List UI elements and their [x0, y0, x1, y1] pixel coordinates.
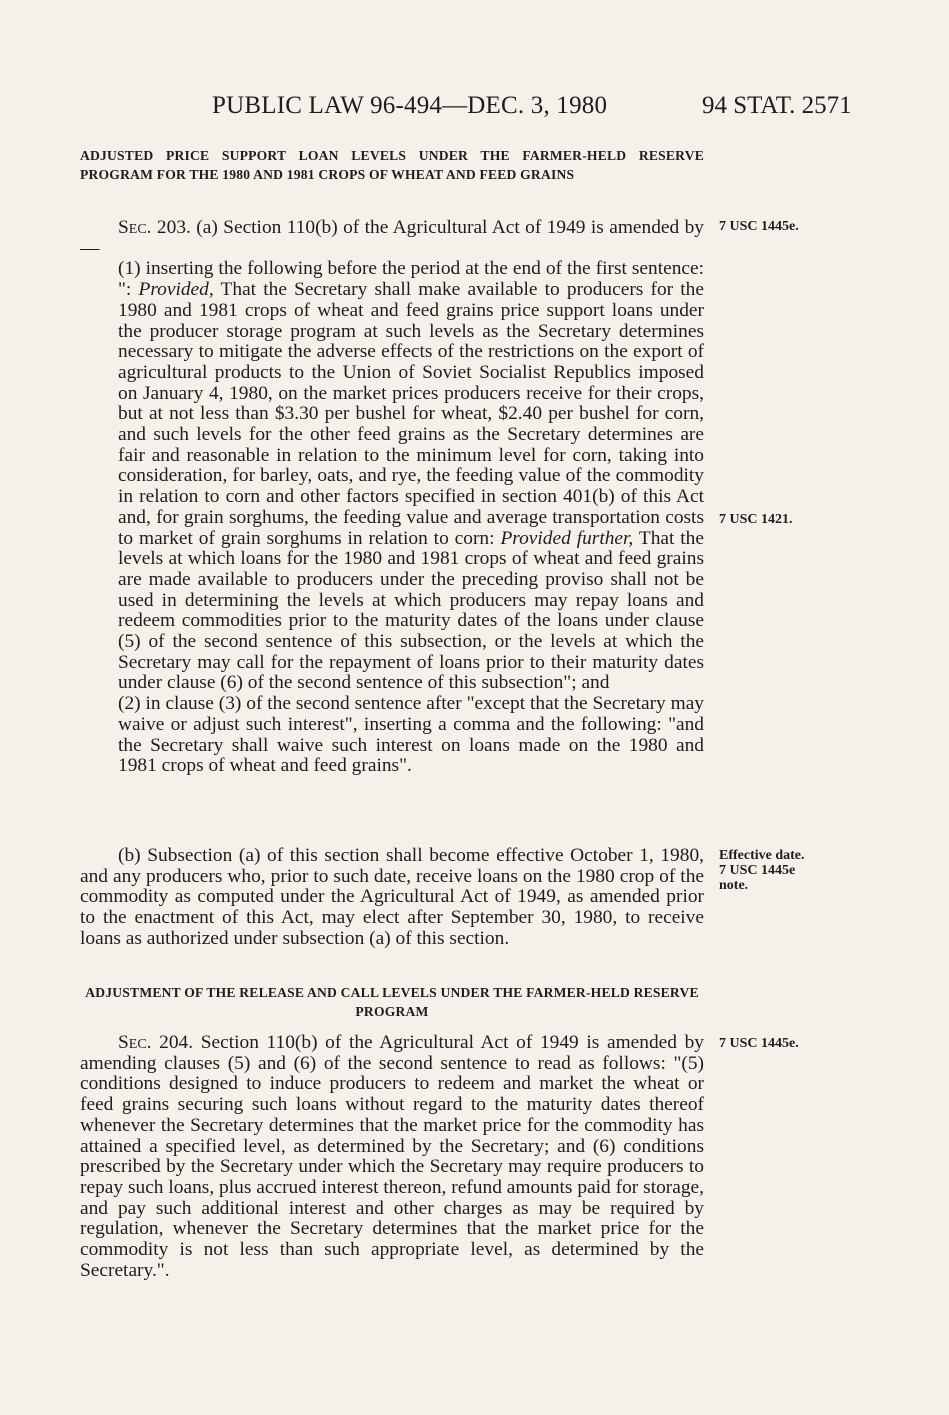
subsection-b-text: (b) Subsection (a) of this section shall become effective October 1, 1980, and any producers who, prior to such date, receive loans on the 1980 crop of the commodity as computed under the Agricultural Act of 1949, as amended prior to the enactment of this Act, may elect after September 30, 1980, to receive loans as authorized under subsection (a) of this section.: [80, 845, 704, 949]
section-204-main-text: 204. Section 110(b) of the Agricultural Act of 1949 is amended by amending clauses (5) and (6) of the second sentence to read as follows: "(5) conditions designed to induce producers to redeem and market the wheat or feed grains securing such loans without regard to the maturity dates thereof whenever the Secretary determines that the market price for the commodity has attained a specified level, as determined by the Secretary; and (6) conditions prescribed by the Secretary under which the Secretary may require producers to repay such loans, plus accrued interest thereon, refund amounts paid for storage, and pay such additional interest and other charges as may be required by regulation, whenever the Secretary determines that the market price for the commodity is not less than such appropriate level, as determined by the Secretary.".: [80, 1032, 704, 1281]
margin-note-effective-date: [719, 848, 869, 893]
margin-note-effective-date-line2: 7 USC 1445e: [719, 863, 796, 878]
margin-note-usc-1421: 7 USC 1421.: [719, 512, 793, 527]
proviso-provided-further: Provided further,: [500, 527, 634, 549]
section-204-body: [80, 1033, 704, 1281]
clause-2: (2) in clause (3) of the second sentence after "except that the Secretary may waive or adjust such interest", inserting a comma and the following: "and the Secretary shall waive such interest on loans made on the 1980 and 1981 crops of wheat and feed grains".: [118, 693, 704, 777]
page-header-stat-citation: 94 STAT. 2571: [702, 92, 852, 119]
sec-label: Sec.: [118, 1032, 152, 1053]
section-204-heading: ADJUSTMENT OF THE RELEASE AND CALL LEVELS UNDER THE FARMER-HELD RESERVE PROGRAM: [85, 985, 699, 1019]
sec-label: Sec.: [118, 217, 152, 238]
page-header-title: PUBLIC LAW 96-494—DEC. 3, 1980: [212, 92, 608, 119]
section-203-intro: [80, 218, 704, 259]
section-204-text: [80, 1033, 704, 1281]
clause-1-part-b: That the Secretary shall make available to producers for the 1980 and 1981 crops of wheat and feed grains price support loans under the producer storage program at such levels as the Secretary determines necessary to mitigate the adverse effects of the restrictions on the export of agricultural products to the Union of Soviet Socialist Republics imposed on January 4, 1980, on the market prices producers receive for their crops, but at not less than $3.30 per bushel for wheat, $2.40 per bushel for corn, and such levels for the other feed grains as the Secretary determines are fair and reasonable in relation to the minimum level for corn, taking into consideration, for barley, oats, and rye, the feeding value of the commodity in relation to corn and other factors specified in section 401(b) of this Act and, for grain sorghums, the feeding value and average transportation costs to market of grain sorghums in relation to corn:: [118, 279, 704, 549]
margin-note-usc-1445e: 7 USC 1445e.: [719, 219, 799, 234]
section-203-body: [80, 218, 704, 777]
margin-note-usc-1445e-204: 7 USC 1445e.: [719, 1036, 799, 1051]
proviso-provided: Provided,: [138, 279, 214, 301]
clause-1-part-c: That the levels at which loans for the 1980 and 1981 crops of wheat and feed grains are made available to producers under the preceding proviso shall not be used in determining the levels at which producers may repay loans and redeem commodities prior to the maturity dates of the loans under clause (5) of the second sentence of this subsection, or the levels at which the Secretary may call for the repayment of loans prior to their maturity dates under clause (6) of the second sentence of this subsection"; and: [118, 527, 704, 694]
clause-1: [80, 259, 704, 694]
section-203-heading: ADJUSTED PRICE SUPPORT LOAN LEVELS UNDER THE FARMER-HELD RESERVE PROGRAM FOR THE 1980 AND 1981 CROPS OF WHEAT AND FEED GRAINS: [80, 148, 704, 182]
section-203-subsection-b: [80, 846, 704, 950]
clause-1-part-a: (1) inserting the following before the period at the end of the first sentence: ":: [118, 258, 704, 301]
section-203-intro-text: 203. (a) Section 110(b) of the Agricultural Act of 1949 is amended by—: [80, 217, 704, 259]
margin-note-effective-date-line3: note.: [719, 878, 749, 893]
margin-note-effective-date-line1: Effective date.: [719, 848, 805, 863]
